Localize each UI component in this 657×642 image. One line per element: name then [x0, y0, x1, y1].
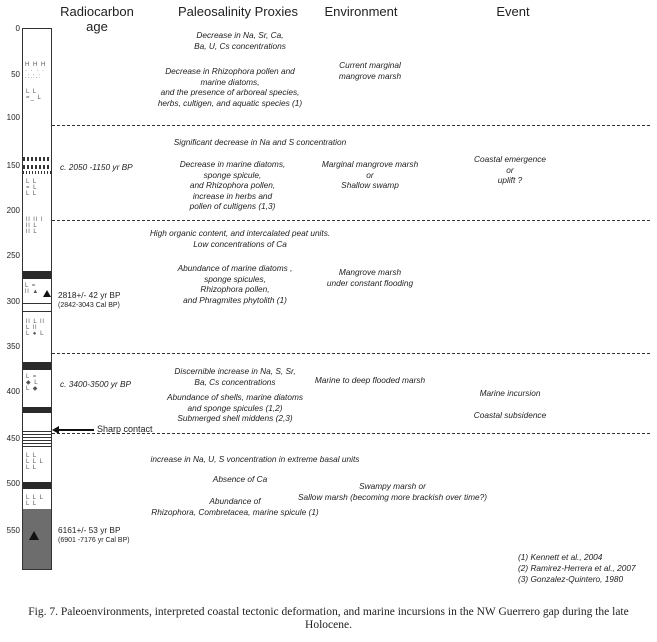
axis-tick: 250 — [6, 251, 20, 260]
stratum-line — [23, 303, 51, 304]
axis-tick: 0 — [15, 24, 20, 33]
stratum-dotted — [23, 157, 51, 161]
axis-tick: 300 — [6, 297, 20, 306]
proxy-line: Decrease in Rhizophora pollen and — [165, 66, 295, 76]
triangle-marker-icon — [29, 531, 39, 540]
proxy-text — [155, 30, 325, 51]
proxy-line: increase in Na, U, S voncentration in extreme basal units — [150, 454, 360, 464]
proxy-line: Decrease in marine diatoms, — [179, 159, 286, 169]
axis-tick: 450 — [6, 434, 20, 443]
proxy-line: Rhizophora, Combretacea, marine spicule (1) — [151, 506, 319, 517]
proxy-line: marine diatoms, — [200, 76, 260, 87]
stratum-peat — [23, 271, 51, 279]
axis-tick: 200 — [6, 206, 20, 215]
event-line: uplift ? — [497, 175, 523, 185]
triangle-marker-icon — [43, 290, 51, 297]
proxy-text — [135, 137, 385, 148]
environment-text — [320, 60, 420, 81]
age-value: 6161+/- 53 yr BP — [58, 525, 121, 535]
horizon-line — [52, 125, 650, 126]
axis-tick: 100 — [6, 113, 20, 122]
axis-tick: 400 — [6, 387, 20, 396]
sharp-contact-label: Sharp contact — [97, 424, 153, 434]
environment-line: Marine to deep flooded marsh — [314, 375, 426, 385]
proxy-line: Ba, U, Cs concentrations — [194, 40, 286, 51]
event-line: or — [506, 164, 514, 175]
proxy-line: High organic content, and intercalated peat units. — [149, 228, 331, 238]
proxy-line: Abundance of shells, marine diatoms — [166, 392, 304, 402]
environment-line: Mangrove marsh — [338, 267, 402, 277]
age-value: 2818+/- 42 yr BP — [58, 290, 121, 300]
proxy-line: and Rhizophora pollen, — [189, 180, 276, 190]
lithology-pattern: ll ll l ll L ll L — [26, 217, 43, 235]
stratigraphic-column — [22, 28, 52, 570]
stratum-peat — [23, 407, 51, 413]
arrow-shaft — [58, 429, 94, 431]
lithology-pattern: H H H · · · · .:.:.: — [25, 62, 47, 80]
header-radiocarbon-age — [52, 4, 142, 34]
environment-text — [305, 375, 435, 386]
header-paleosalinity: Paleosalinity Proxies — [178, 4, 298, 19]
event-line: Coastal subsidence — [473, 410, 547, 420]
age-label — [58, 290, 121, 311]
stratum-lines — [23, 431, 51, 447]
event-line: Coastal emergence — [474, 154, 546, 164]
reference-item: (1) Kennett et al., 2004 — [518, 552, 603, 562]
environment-text — [285, 481, 500, 502]
environment-line: Shallow swamp — [341, 180, 399, 190]
stratum-dotted — [23, 171, 51, 174]
proxy-line: pollen of cultigens (1,3) — [189, 201, 276, 211]
lithology-pattern: L = ◆ L L ◆ — [26, 374, 39, 392]
proxy-text — [100, 454, 410, 465]
proxy-text — [145, 413, 325, 424]
proxy-line: herbs, cultigen, and aquatic species (1) — [157, 97, 303, 108]
event-text — [460, 410, 560, 421]
stratum-peat — [23, 362, 51, 370]
lithology-pattern: L L L L L L L — [26, 453, 44, 471]
proxy-line: increase in herbs and — [192, 190, 273, 201]
header-age-line1: Radiocarbon — [60, 4, 134, 19]
environment-line: mangrove marsh — [338, 70, 402, 81]
lithology-pattern: L = ll ▲ — [25, 283, 40, 295]
proxy-text — [145, 392, 325, 413]
environment-line: Sallow marsh (becoming more brackish over time?) — [297, 491, 488, 502]
lithology-pattern: L L = L L L — [26, 179, 38, 197]
axis-tick: 50 — [11, 70, 20, 79]
event-line: Marine incursion — [479, 388, 541, 398]
proxy-text — [150, 159, 315, 212]
proxy-line: Abundance of — [209, 496, 261, 506]
header-age-line2: age — [86, 19, 108, 34]
proxy-line: Significant decrease in Na and S concentration — [173, 137, 347, 147]
proxy-line: Discernible increase in Na, S, Sr, — [174, 366, 296, 376]
environment-text — [310, 159, 430, 191]
proxy-line: Decrease in Na, Sr, Ca, — [196, 30, 284, 40]
lithology-pattern: L L L L L — [26, 495, 44, 507]
proxy-line: Submerged shell middens (2,3) — [177, 413, 293, 423]
proxy-text — [140, 263, 330, 305]
age-cal-range: (6901 -7176 yr Cal BP) — [58, 536, 130, 544]
axis-tick: 500 — [6, 479, 20, 488]
environment-line: or — [366, 169, 374, 180]
axis-tick: 150 — [6, 161, 20, 170]
event-text — [465, 388, 555, 399]
axis-tick: 550 — [6, 526, 20, 535]
stratum-peat — [23, 482, 51, 489]
proxy-line: Rhizophora pollen, — [200, 284, 270, 294]
proxy-line: sponge spicule, — [203, 169, 262, 180]
environment-line: Marginal mangrove marsh — [321, 159, 419, 169]
axis-tick: 350 — [6, 342, 20, 351]
proxy-line: Ba, Cs concentrations — [194, 376, 276, 387]
proxy-text — [190, 474, 290, 485]
references — [518, 552, 636, 585]
proxy-line: Absence of Ca — [212, 474, 268, 484]
horizon-line — [52, 353, 650, 354]
lithology-pattern: L L =_ L — [26, 89, 42, 101]
proxy-line: sponge spicules, — [204, 273, 266, 284]
lithology-pattern: ll L ll L ll L ● L — [26, 319, 45, 337]
age-label: c. 3400-3500 yr BP — [60, 379, 132, 389]
proxy-text — [145, 366, 325, 387]
header-environment: Environment — [324, 4, 398, 19]
age-label — [58, 525, 130, 546]
sharp-contact-arrow — [52, 426, 94, 436]
environment-line: Swampy marsh or — [359, 481, 426, 491]
header-event: Event — [496, 4, 530, 19]
reference-item: (3) Gonzalez-Quintero, 1980 — [518, 574, 624, 584]
reference-item: (2) Ramirez-Herrera et al., 2007 — [518, 563, 636, 573]
proxy-line: and sponge spicules (1,2) — [187, 402, 283, 413]
environment-text — [310, 267, 430, 288]
figure-caption: Fig. 7. Paleoenvironments, interpreted coastal tectonic deformation, and marine incursions in the NW Guerrero gap during the late Holocene. — [28, 606, 629, 631]
environment-line: under constant flooding — [326, 277, 414, 288]
proxy-line: Low concentrations of Ca — [193, 238, 287, 249]
environment-line: Current marginal — [339, 60, 401, 70]
event-text — [460, 154, 560, 186]
proxy-line: and Phragmites phytolith (1) — [183, 294, 287, 305]
stratum-dotted — [23, 165, 51, 169]
proxy-text — [125, 228, 355, 249]
proxy-text — [130, 66, 330, 108]
age-label: c. 2050 -1150 yr BP — [60, 162, 133, 172]
proxy-line: Abundance of marine diatoms , — [177, 263, 293, 273]
age-cal-range: (2842-3043 Cal BP) — [58, 301, 120, 309]
horizon-line — [52, 220, 650, 221]
stratum-line — [23, 311, 51, 312]
proxy-line: and the presence of arboreal species, — [160, 87, 300, 97]
